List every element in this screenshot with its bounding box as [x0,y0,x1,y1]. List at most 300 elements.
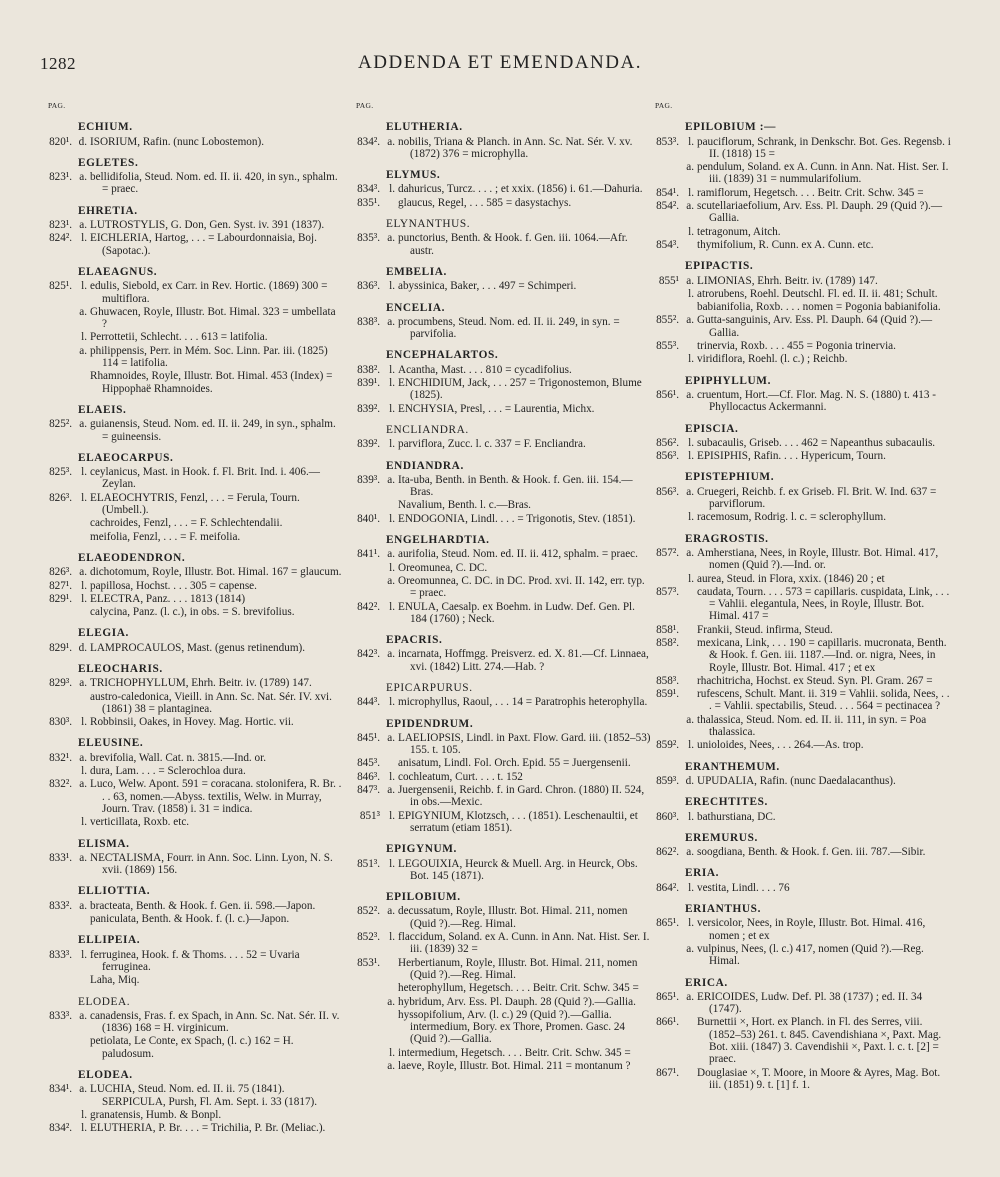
entry-text: LEGOUIXIA, Heurck & Muell. Arg. in Heurck, Obs. Bot. 145 (1871). [398,857,638,882]
entry-letter [682,340,694,352]
entry-text: bracteata, Benth. & Hook. f. Gen. ii. 598.—Japon. [90,899,316,912]
entry-letter: l. [81,816,87,829]
entry-text: TRICHOPHYLLUM, Ehrh. Beitr. iv. (1789) 147. [90,677,312,690]
entry-letter: a. [686,314,694,327]
entry-text: philippensis, Perr. in Mém. Soc. Linn. Par. iii. (1825) 114 = latifolia. [90,344,328,370]
entry-row [356,280,651,292]
entry-letter: l. [81,466,87,479]
entry-letter: d. [78,135,87,148]
genus-heading: ERANTHEMUM. [685,760,780,773]
genus-heading: ELAEOCARPUS. [78,451,174,464]
entry-letter: a. [686,990,694,1003]
entry-row [655,161,955,186]
page-reference: 838². [357,363,380,376]
page-reference: 862². [656,846,679,859]
page-reference [48,370,72,395]
genus-heading: ELEUSINE. [78,737,144,750]
entry-text: LUCHIA, Steud. Nom. ed. II. ii. 75 (1841). SERPICULA, Pursh, Fl. Am. Sept. i. 33 (1817). [90,1083,318,1108]
entry-letter: l. [688,135,694,148]
page-reference [356,575,380,600]
entry-letter: l. [389,363,395,376]
entry-letter: d. [78,641,87,654]
entry-row [655,1067,955,1092]
entry-text: ISORIUM, Rafin. (nunc Lobostemon). [90,135,265,148]
entry-row [48,752,343,764]
entry-letter [682,586,694,623]
entry-row [356,232,651,257]
page-reference: 851³. [357,857,380,870]
entry-text: EPIGYNIUM, Klotzsch, . . . (1851). Leschenaultii, et serratum (etiam 1851). [398,809,638,834]
page-reference: 835¹. [357,196,380,209]
page-reference: 865¹. [656,990,679,1003]
entry-row [48,466,343,491]
page-reference: 847³. [357,784,380,797]
entry-letter [682,1016,694,1065]
page-reference [48,816,72,828]
entry-letter: l. [389,438,395,451]
entry-letter [383,757,395,769]
page-reference: 835³. [357,232,380,245]
page-reference: 865¹. [656,917,679,930]
entry-text: Navalium, Benth. l. c.—Bras. [398,499,531,512]
page-reference: 838³. [357,315,380,328]
entry-row [48,517,343,529]
entry-row [655,637,955,674]
entry-letter: a. [387,905,395,918]
entry-text: meifolia, Fenzl, . . . = F. meifolia. [90,530,241,543]
genus-heading: ELODEA. [78,1069,133,1081]
entry-letter [682,675,694,687]
entry-text: dahuricus, Turcz. . . . ; et xxix. (1856) i. 61.—Dahuria. [398,183,643,196]
entry-text: Acantha, Mast. . . . 810 = cycadifolius. [398,363,572,376]
genus-heading: EPISTEPHIUM. [685,471,775,484]
page-reference: 834³. [357,183,380,196]
entry-row [48,492,343,517]
entry-letter: a. [79,751,87,764]
page-reference: 852³. [357,931,380,944]
entry-row [655,1016,955,1065]
entry-letter: l. [389,931,395,944]
entry-text: Douglasiae ×, T. Moore, in Moore & Ayres, Mag. Bot. iii. (1851) 9. t. [1] f. 1. [697,1066,941,1091]
entry-text: UPUDALIA, Rafin. (nunc Daedalacanthus). [697,774,896,787]
entry-text: glaucus, Regel, . . . 585 = dasystachys. [398,196,572,209]
entry-letter: a. [387,473,395,486]
entry-row [356,438,651,450]
page-reference [655,226,679,238]
page-reference: 829¹. [49,592,72,605]
entry-letter: l. [389,809,395,822]
entry-text: calycina, Panz. (l. c.), in obs. = S. brevifolius. [90,606,295,619]
entry-letter: l. [389,402,395,415]
entry-letter: a. [79,344,87,357]
entry-text: punctorius, Benth. & Hook. f. Gen. iii. 1064.—Afr. austr. [398,232,628,257]
page-reference: 853³. [656,135,679,148]
entry-row [48,580,343,592]
entry-row [356,771,651,783]
page-reference: 839³. [357,473,380,486]
entry-letter [75,691,87,716]
entry-row [48,418,343,443]
entry-letter: l. [688,225,694,238]
genus-heading: EPIDENDRUM. [386,717,474,730]
genus-heading: EPILOBIUM. [386,891,461,904]
genus-heading: EGLETES. [78,156,139,169]
entry-text: atrorubens, Roehl. Deutschl. Fl. ed. II. ii. 481; Schult. [697,287,938,300]
entry-row [48,1122,343,1134]
entry-text: viridiflora, Roehl. (l. c.) ; Reichb. [697,353,848,366]
entry-text: LUTROSTYLIS, G. Don, Gen. Syst. iv. 391 (1837). [90,219,325,232]
pag-label: PAG. [48,101,66,110]
entry-text: flaccidum, Soland. ex A. Cunn. in Ann. Nat. Hist. Ser. I. iii. (1839) 32 = [398,931,650,956]
entry-text: thymifolium, R. Cunn. ex A. Cunn. etc. [697,238,874,251]
page-reference: 859². [656,739,679,752]
entry-text: abyssinica, Baker, . . . 497 = Schimperi. [398,280,577,293]
entry-text: Cruegeri, Reichb. f. ex Griseb. Fl. Brit. W. Ind. 637 = parviflorum. [697,485,937,511]
entry-text: mexicana, Link, . . . 190 = capillaris. mucronata, Benth. & Hook. f. Gen. iii. 1187.—Ind. or. nigra, Nees, in Royle, Illustr. Bot. Himal. 417 ; et ex [697,636,947,674]
entry-letter: l. [81,716,87,729]
entry-row [48,691,343,716]
entry-row [655,943,955,968]
entry-letter [75,913,87,925]
page-reference: 859¹. [656,688,679,701]
entry-text: Robbinsii, Oakes, in Hovey. Mag. Hortic. vii. [90,716,294,729]
entry-row [655,991,955,1016]
entry-row [48,171,343,196]
page-reference: 839¹. [357,377,380,390]
page-reference [48,1109,72,1121]
entry-text: cachroides, Fenzl, . . . = F. Schlechtendalii. [90,517,283,530]
entry-letter: a. [387,731,395,744]
page-reference: 820¹. [49,135,72,148]
entry-text: LIMONIAS, Ehrh. Beitr. iv. (1789) 147. [697,274,878,287]
entry-row [356,1060,651,1072]
entry-letter: a. [387,1060,395,1072]
entry-letter [682,239,694,251]
entry-text: procumbens, Steud. Nom. ed. II. ii. 249, in syn. = parvifolia. [398,315,620,341]
column-1 [48,100,343,1135]
entry-text: ENCHIDIUM, Jack, . . . 257 = Trigonostemon, Blume (1825). [398,377,642,402]
entry-letter: d. [685,774,694,787]
genus-heading: EPICARPURUS. [386,681,473,694]
page-reference [48,331,72,343]
entry-text: soogdiana, Benth. & Hook. f. Gen. iii. 787.—Sibir. [697,846,926,859]
page-reference [48,913,72,925]
entry-letter [75,606,87,618]
page-reference: 858³. [656,674,679,687]
genus-heading: ELEGIA. [78,627,129,640]
entry-letter [383,1009,395,1046]
entry-letter: a. [387,135,395,148]
entry-row [356,601,651,626]
page-reference: 864². [656,881,679,894]
entry-text: vulpinus, Nees, (l. c.) 417, nomen (Quid ?).—Reg. Himal. [697,942,924,968]
page-reference: 856². [656,436,679,449]
genus-heading: ENDIANDRA. [386,459,464,472]
entry-row [48,677,343,689]
page-reference [48,1035,72,1060]
entry-letter [75,1035,87,1060]
entry-text: Luco, Welw. Apont. 591 = coracana. stolonifera, R. Br. . . . 63, nomen.—Abyss. textilis, Welw. in Murray, Journ. Trav. (1858) i. 31 = indica. [90,778,342,815]
entry-row [356,499,651,511]
entry-text: racemosum, Rodrig. l. c. = sclerophyllum. [697,511,887,524]
entry-row [655,340,955,352]
entry-text: edulis, Siebold, ex Carr. in Rev. Hortic. (1869) 300 = multiflora. [90,280,328,305]
page-reference: 859³. [656,774,679,787]
page-reference: 829¹. [49,641,72,654]
entry-row [48,280,343,305]
entry-letter [75,974,87,986]
entry-text: versicolor, Nees, in Royle, Illustr. Bot. Himal. 416, nomen ; et ex [697,917,926,942]
entry-row [655,239,955,251]
entry-letter [682,637,694,674]
genus-heading: ELODEA. [78,995,131,1008]
entry-text: trinervia, Roxb. . . . 455 = Pogonia trinervia. [697,340,896,353]
entry-text: babianifolia, Roxb. . . . nomen = Pogonia babianifolia. [697,301,941,314]
entry-row [356,858,651,883]
entry-row [48,136,343,148]
entry-row [48,1035,343,1060]
entry-text: brevifolia, Wall. Cat. n. 3815.—Ind. or. [90,751,266,764]
entry-text: Ita-uba, Benth. in Benth. & Hook. f. Gen. iii. 154.—Bras. [398,473,633,499]
entry-text: Amherstiana, Nees, in Royle, Illustr. Bot. Himal. 417, nomen (Quid ?).—Ind. or. [697,546,939,572]
entry-row [356,757,651,769]
column-2 [356,100,651,1073]
entry-row [655,136,955,161]
entry-text: Ghuwacen, Royle, Illustr. Bot. Himal. 323 = umbellata ? [90,305,336,331]
entry-letter: l. [688,917,694,930]
entry-text: Oreomunea, C. DC. [398,561,488,574]
entry-row [356,1047,651,1059]
entry-letter: a. [686,200,694,213]
entry-row [48,345,343,370]
entry-text: Rhamnoides, Royle, Illustr. Bot. Himal. 453 (Index) = Hippophaë Rhamnoides. [90,370,333,395]
page-reference: 866¹. [656,1016,679,1029]
entry-row [48,232,343,257]
page-reference [655,943,679,968]
entry-row [356,575,651,600]
entry-text: papillosa, Hochst. . . . 305 = capense. [90,579,257,592]
entry-text: caudata, Tourn. . . . 573 = capillaris. cuspidata, Link, . . . = Vahlii. elegantula, Nees, in Royle, Illustr. Bot. Himal. 417 = [697,585,950,623]
entry-row [48,778,343,815]
entry-row [655,714,955,739]
entry-row [655,226,955,238]
page-reference: 842². [357,600,380,613]
entry-text: anisatum, Lindl. Fol. Orch. Epid. 55 = Juergensenii. [398,757,631,770]
page-reference: 825¹. [49,280,72,293]
entry-text: rufescens, Schult. Mant. ii. 319 = Vahlii. solida, Nees, . . . = Vahlii. spectabilis, Steud. . . . 564 = pectinacea ? [697,688,950,713]
entry-row [48,765,343,777]
entry-text: Herbertianum, Royle, Illustr. Bot. Himal. 211, nomen (Quid ?).—Reg. Himal. [398,956,638,981]
entry-letter: l. [81,592,87,605]
entry-letter: a. [686,546,694,559]
genus-heading: EPIGYNUM. [386,843,457,856]
page-reference: 827¹. [49,579,72,592]
page-reference: 844³. [357,696,380,709]
page-reference [48,306,72,331]
entry-row [48,370,343,395]
entry-row [655,314,955,339]
entry-text: aurea, Steud. in Flora, xxix. (1846) 20 ; et [697,572,885,585]
genus-heading: ELAEAGNUS. [78,265,158,278]
entry-letter [75,531,87,543]
entry-text: austro-caledonica, Vieill. in Ann. Sc. Nat. Sér. IV. xvi. (1861) 38 = plantaginea. [90,690,332,715]
entry-row [48,219,343,231]
entry-letter: l. [81,765,87,778]
entry-letter: a. [79,1083,87,1096]
entry-text: parviflora, Zucc. l. c. 337 = F. Encliandra. [398,438,586,451]
entry-text: ramiflorum, Hegetsch. . . . Beitr. Crit. Schw. 345 = [697,186,924,199]
page-reference: 833². [49,899,72,912]
genus-heading: ELYNANTHUS. [386,218,471,231]
entry-text: vestita, Lindl. . . . 76 [697,881,790,894]
genus-heading: ERAGROSTIS. [685,532,769,545]
entry-row [48,1083,343,1108]
entry-letter: l. [688,353,694,366]
page-reference: 857³. [656,585,679,598]
page-reference: 834². [49,1122,72,1135]
entry-letter: a. [79,305,87,318]
page-reference [356,996,380,1008]
entry-text: ceylanicus, Mast. in Hook. f. Fl. Brit. Ind. i. 406.—Zeylan. [90,466,320,491]
entry-text: incarnata, Hoffmgg. Preisverz. ed. X. 81.—Cf. Linnaea, xvi. (1842) Litt. 274.—Hab. ? [398,648,649,673]
entry-text: ENDOGONIA, Lindl. . . . = Trigonotis, Stev. (1851). [398,512,636,525]
entry-text: microphyllus, Raoul, . . . 14 = Paratrophis heterophylla. [398,696,648,709]
entry-text: EICHLERIA, Hartog, . . . = Labourdonnaisia, Boj. (Sapotac.). [90,232,317,257]
entry-text: dichotomum, Royle, Illustr. Bot. Himal. 167 = glaucum. [90,566,342,579]
entry-letter: l. [389,696,395,709]
page-reference: 854². [656,200,679,213]
entry-letter: l. [688,186,694,199]
entry-row [48,852,343,877]
entry-text: aurifolia, Steud. Nom. ed. II. ii. 412, sphalm. = praec. [398,548,638,561]
entry-row [356,513,651,525]
entry-letter: a. [387,232,395,245]
genus-heading: ERECHTITES. [685,796,768,809]
genus-heading: EPACRIS. [386,634,443,647]
page-reference: 842³. [357,648,380,661]
page-reference: 834¹. [49,1083,72,1096]
entry-row [356,548,651,560]
page-reference [655,161,679,186]
entry-row [655,486,955,511]
entry-row [48,306,343,331]
page-reference: 825². [49,418,72,431]
entry-text: LAELIOPSIS, Lindl. in Paxt. Flow. Gard. iii. (1852–53) 155. t. 105. [398,731,651,757]
page-reference [356,499,380,511]
genus-heading: ENGELHARDTIA. [386,534,490,547]
entry-letter: a. [686,274,694,287]
entry-row [356,996,651,1008]
entry-letter: a. [79,418,87,431]
entry-row [48,606,343,618]
entry-row [655,586,955,623]
entry-row [48,1010,343,1035]
entry-letter: a. [79,677,87,690]
entry-row [48,716,343,728]
page-reference [48,606,72,618]
entry-letter: l. [81,579,87,592]
entry-row [356,905,651,930]
genus-heading: ELLIOTTIA. [78,885,151,898]
entry-text: dura, Lam. . . . = Sclerochloa dura. [90,765,246,778]
page-reference: 833³. [49,948,72,961]
entry-letter: a. [79,899,87,912]
entry-row [356,474,651,499]
page-reference: 867¹. [656,1066,679,1079]
entry-row [356,1009,651,1046]
page-reference: 824². [49,232,72,245]
page-reference: 829³. [49,677,72,690]
entry-row [356,982,651,994]
entry-letter: l. [389,377,395,390]
entry-letter: l. [389,1046,395,1059]
entry-letter: l. [389,770,395,783]
entry-text: subacaulis, Griseb. . . . 462 = Napeanthus subacaulis. [697,436,936,449]
entry-row [356,316,651,341]
entry-row [655,675,955,687]
page-reference [356,1009,380,1046]
entry-text: thalassica, Steud. Nom. ed. II. ii. 111, in syn. = Poa thalassica. [697,713,927,739]
entry-text: verticillata, Roxb. etc. [90,816,190,829]
entry-letter: l. [688,450,694,463]
entry-letter: a. [387,784,395,797]
entry-letter: l. [81,491,87,504]
entry-text: intermedium, Hegetsch. . . . Beitr. Crit. Schw. 345 = [398,1046,631,1059]
genus-heading: ELYMUS. [386,169,441,182]
entry-row [48,816,343,828]
entry-letter: l. [81,331,87,344]
genus-heading: ERIA. [685,867,720,880]
page-reference: 825³. [49,466,72,479]
page-number: 1282 [40,54,76,73]
entry-letter: a. [387,574,395,587]
entry-text: ENULA, Caesalp. ex Boehm. in Ludw. Def. Gen. Pl. 184 (1760) ; Neck. [398,600,635,625]
entry-letter: a. [79,851,87,864]
running-head [0,52,1000,82]
entry-text: nobilis, Triana & Planch. in Ann. Sc. Nat. Sér. V. xv. (1872) 376 = microphylla. [398,135,633,160]
entry-text: granatensis, Humb. & Bonpl. [90,1108,222,1121]
genus-heading: EPISCIA. [685,422,739,435]
entry-row [655,775,955,787]
genus-heading: ENCELIA. [386,301,446,314]
page-reference: 840¹. [357,512,380,525]
entry-letter: l. [81,232,87,245]
entry-letter [682,301,694,313]
page-reference [48,691,72,716]
page-reference: 856³. [656,485,679,498]
page-reference: 823¹. [49,219,72,232]
page-reference [48,765,72,777]
genus-heading: EREMURUS. [685,831,758,844]
entry-text: canadensis, Fras. f. ex Spach, in Ann. Sc. Nat. Sér. II. v. (1836) 168 = H. virginicum. [90,1009,340,1035]
entry-letter: l. [389,183,395,196]
entry-text: cruentum, Hort.—Cf. Flor. Mag. N. S. (1880) t. 413 - Phyllocactus Ackermanni. [697,388,936,414]
pag-label: PAG. [356,101,374,110]
entry-text: Laha, Miq. [90,974,140,987]
page-reference: 856³. [656,450,679,463]
page-reference: 832². [49,778,72,791]
page-reference: 823¹. [49,171,72,184]
entry-text: heterophyllum, Hegetsch. . . . Beitr. Crit. Schw. 345 = [398,982,639,995]
entry-row [356,364,651,376]
entry-letter: a. [387,995,395,1008]
entry-row [655,688,955,713]
entry-row [356,784,651,809]
entry-letter: a. [387,315,395,328]
genus-heading: EMBELIA. [386,265,447,278]
page-reference: 833¹. [49,851,72,864]
page-reference [356,1060,380,1072]
